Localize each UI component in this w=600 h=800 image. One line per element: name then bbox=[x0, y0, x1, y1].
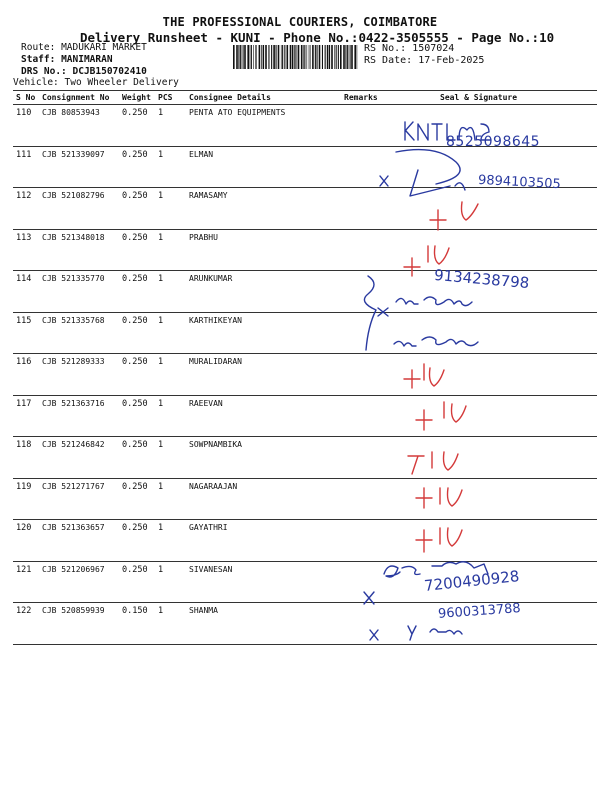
rs-no-label: RS No.: bbox=[364, 43, 407, 54]
signature-scribble bbox=[396, 297, 472, 306]
handwritten-phone: 8525098645 bbox=[446, 134, 541, 150]
col-consignee: Consignee Details bbox=[187, 91, 342, 105]
sno-cell: 116 bbox=[13, 354, 40, 396]
handwritten-phone: 7200490928 bbox=[423, 567, 521, 595]
consignment-cell: CJB 521335770 bbox=[40, 271, 120, 313]
rs-date-label: RS Date: bbox=[364, 55, 413, 66]
cross-mark bbox=[370, 630, 378, 640]
weight-cell: 0.250 bbox=[120, 146, 156, 188]
sno-cell: 111 bbox=[13, 146, 40, 188]
staff-label: Staff: bbox=[21, 54, 56, 65]
drs-value: DCJB150702410 bbox=[72, 66, 147, 77]
consignment-cell: CJB 521363716 bbox=[40, 395, 120, 437]
pcs-cell: 1 bbox=[156, 561, 187, 603]
weight-cell: 0.250 bbox=[120, 312, 156, 354]
weight-cell: 0.250 bbox=[120, 188, 156, 230]
pcs-cell: 1 bbox=[156, 478, 187, 520]
sno-cell: 115 bbox=[13, 312, 40, 354]
consignee-cell: GAYATHRI bbox=[187, 520, 342, 562]
runsheet-title: Delivery Runsheet - KUNI - Phone No.:0422-3505555 - Page No.:10 bbox=[80, 30, 555, 45]
weight-cell: 0.250 bbox=[120, 354, 156, 396]
sno-cell: 110 bbox=[13, 105, 40, 147]
pcs-cell: 1 bbox=[156, 603, 187, 645]
consignee-cell: ELMAN bbox=[187, 146, 342, 188]
pcs-cell: 1 bbox=[156, 146, 187, 188]
weight-cell: 0.250 bbox=[120, 271, 156, 313]
weight-cell: 0.250 bbox=[120, 478, 156, 520]
tick-mark bbox=[416, 528, 462, 552]
tick-mark bbox=[416, 402, 466, 430]
col-sno: S No bbox=[13, 91, 40, 105]
col-signature: Seal & Signature bbox=[382, 91, 597, 105]
pcs-cell: 1 bbox=[156, 354, 187, 396]
pcs-cell: 1 bbox=[156, 105, 187, 147]
route-label: Route: bbox=[21, 42, 56, 53]
consignment-cell: CJB 521348018 bbox=[40, 229, 120, 271]
sno-cell: 113 bbox=[13, 229, 40, 271]
tick-mark bbox=[408, 452, 458, 474]
consignment-cell: CJB 80853943 bbox=[40, 105, 120, 147]
tick-mark bbox=[404, 364, 444, 388]
pcs-cell: 1 bbox=[156, 271, 187, 313]
consignment-cell: CJB 521271767 bbox=[40, 478, 120, 520]
consignee-cell: PENTA ATO EQUIPMENTS bbox=[187, 105, 342, 147]
consignee-cell: SHANMA bbox=[187, 603, 342, 645]
vehicle-label: Vehicle: bbox=[13, 77, 59, 88]
pcs-cell: 1 bbox=[156, 395, 187, 437]
consignment-cell: CJB 521246842 bbox=[40, 437, 120, 479]
consignee-cell: NAGARAAJAN bbox=[187, 478, 342, 520]
consignee-cell: ARUNKUMAR bbox=[187, 271, 342, 313]
sno-cell: 120 bbox=[13, 520, 40, 562]
weight-cell: 0.250 bbox=[120, 105, 156, 147]
consignment-cell: CJB 521335768 bbox=[40, 312, 120, 354]
sno-cell: 121 bbox=[13, 561, 40, 603]
tick-mark bbox=[430, 202, 478, 230]
sno-cell: 117 bbox=[13, 395, 40, 437]
consignment-cell: CJB 521206967 bbox=[40, 561, 120, 603]
vehicle-value: Two Wheeler Delivery bbox=[64, 77, 179, 88]
consignment-cell: CJB 521339097 bbox=[40, 146, 120, 188]
pcs-cell: 1 bbox=[156, 437, 187, 479]
consignee-cell: PRABHU bbox=[187, 229, 342, 271]
col-pcs: PCS bbox=[156, 91, 187, 105]
consignee-cell: RAEEVAN bbox=[187, 395, 342, 437]
company-name: THE PROFESSIONAL COURIERS, COIMBATORE bbox=[162, 15, 438, 29]
pcs-cell: 1 bbox=[156, 229, 187, 271]
drs-label: DRS No.: bbox=[21, 66, 67, 77]
col-consignment: Consignment No bbox=[40, 91, 120, 105]
pcs-cell: 1 bbox=[156, 188, 187, 230]
signature-scribble bbox=[394, 337, 478, 346]
staff-value: MANIMARAN bbox=[61, 54, 113, 65]
weight-cell: 0.250 bbox=[120, 395, 156, 437]
weight-cell: 0.250 bbox=[120, 520, 156, 562]
consignment-cell: CJB 521289333 bbox=[40, 354, 120, 396]
cross-mark bbox=[364, 592, 374, 604]
sno-cell: 112 bbox=[13, 188, 40, 230]
col-weight: Weight bbox=[120, 91, 156, 105]
rs-no-value: 1507024 bbox=[412, 43, 455, 54]
signature-scribble bbox=[408, 626, 462, 640]
sno-cell: 114 bbox=[13, 271, 40, 313]
tick-mark bbox=[416, 488, 462, 508]
consignee-cell: MURALIDARAN bbox=[187, 354, 342, 396]
cross-mark bbox=[380, 176, 388, 186]
consignee-cell: SOWPNAMBIKA bbox=[187, 437, 342, 479]
consignee-cell: RAMASAMY bbox=[187, 188, 342, 230]
consignment-cell: CJB 521082796 bbox=[40, 188, 120, 230]
col-remarks: Remarks bbox=[342, 91, 382, 105]
consignee-cell: KARTHIKEYAN bbox=[187, 312, 342, 354]
consignment-cell: CJB 520859939 bbox=[40, 603, 120, 645]
sno-cell: 118 bbox=[13, 437, 40, 479]
handwritten-phone: 9600313788 bbox=[437, 601, 522, 622]
weight-cell: 0.250 bbox=[120, 437, 156, 479]
sno-cell: 119 bbox=[13, 478, 40, 520]
weight-cell: 0.250 bbox=[120, 229, 156, 271]
brace-mark bbox=[364, 276, 388, 350]
consignment-cell: CJB 521363657 bbox=[40, 520, 120, 562]
signature-scribble bbox=[396, 150, 465, 196]
weight-cell: 0.250 bbox=[120, 561, 156, 603]
route-value: MADUKARI MARKET bbox=[61, 42, 147, 53]
weight-cell: 0.150 bbox=[120, 603, 156, 645]
consignee-cell: SIVANESAN bbox=[187, 561, 342, 603]
rs-date-value: 17-Feb-2025 bbox=[418, 55, 485, 66]
pcs-cell: 1 bbox=[156, 312, 187, 354]
sno-cell: 122 bbox=[13, 603, 40, 645]
handwritten-phone: 9134238798 bbox=[433, 265, 531, 293]
handwritten-phone: 9894103505 bbox=[477, 172, 562, 193]
pcs-cell: 1 bbox=[156, 520, 187, 562]
